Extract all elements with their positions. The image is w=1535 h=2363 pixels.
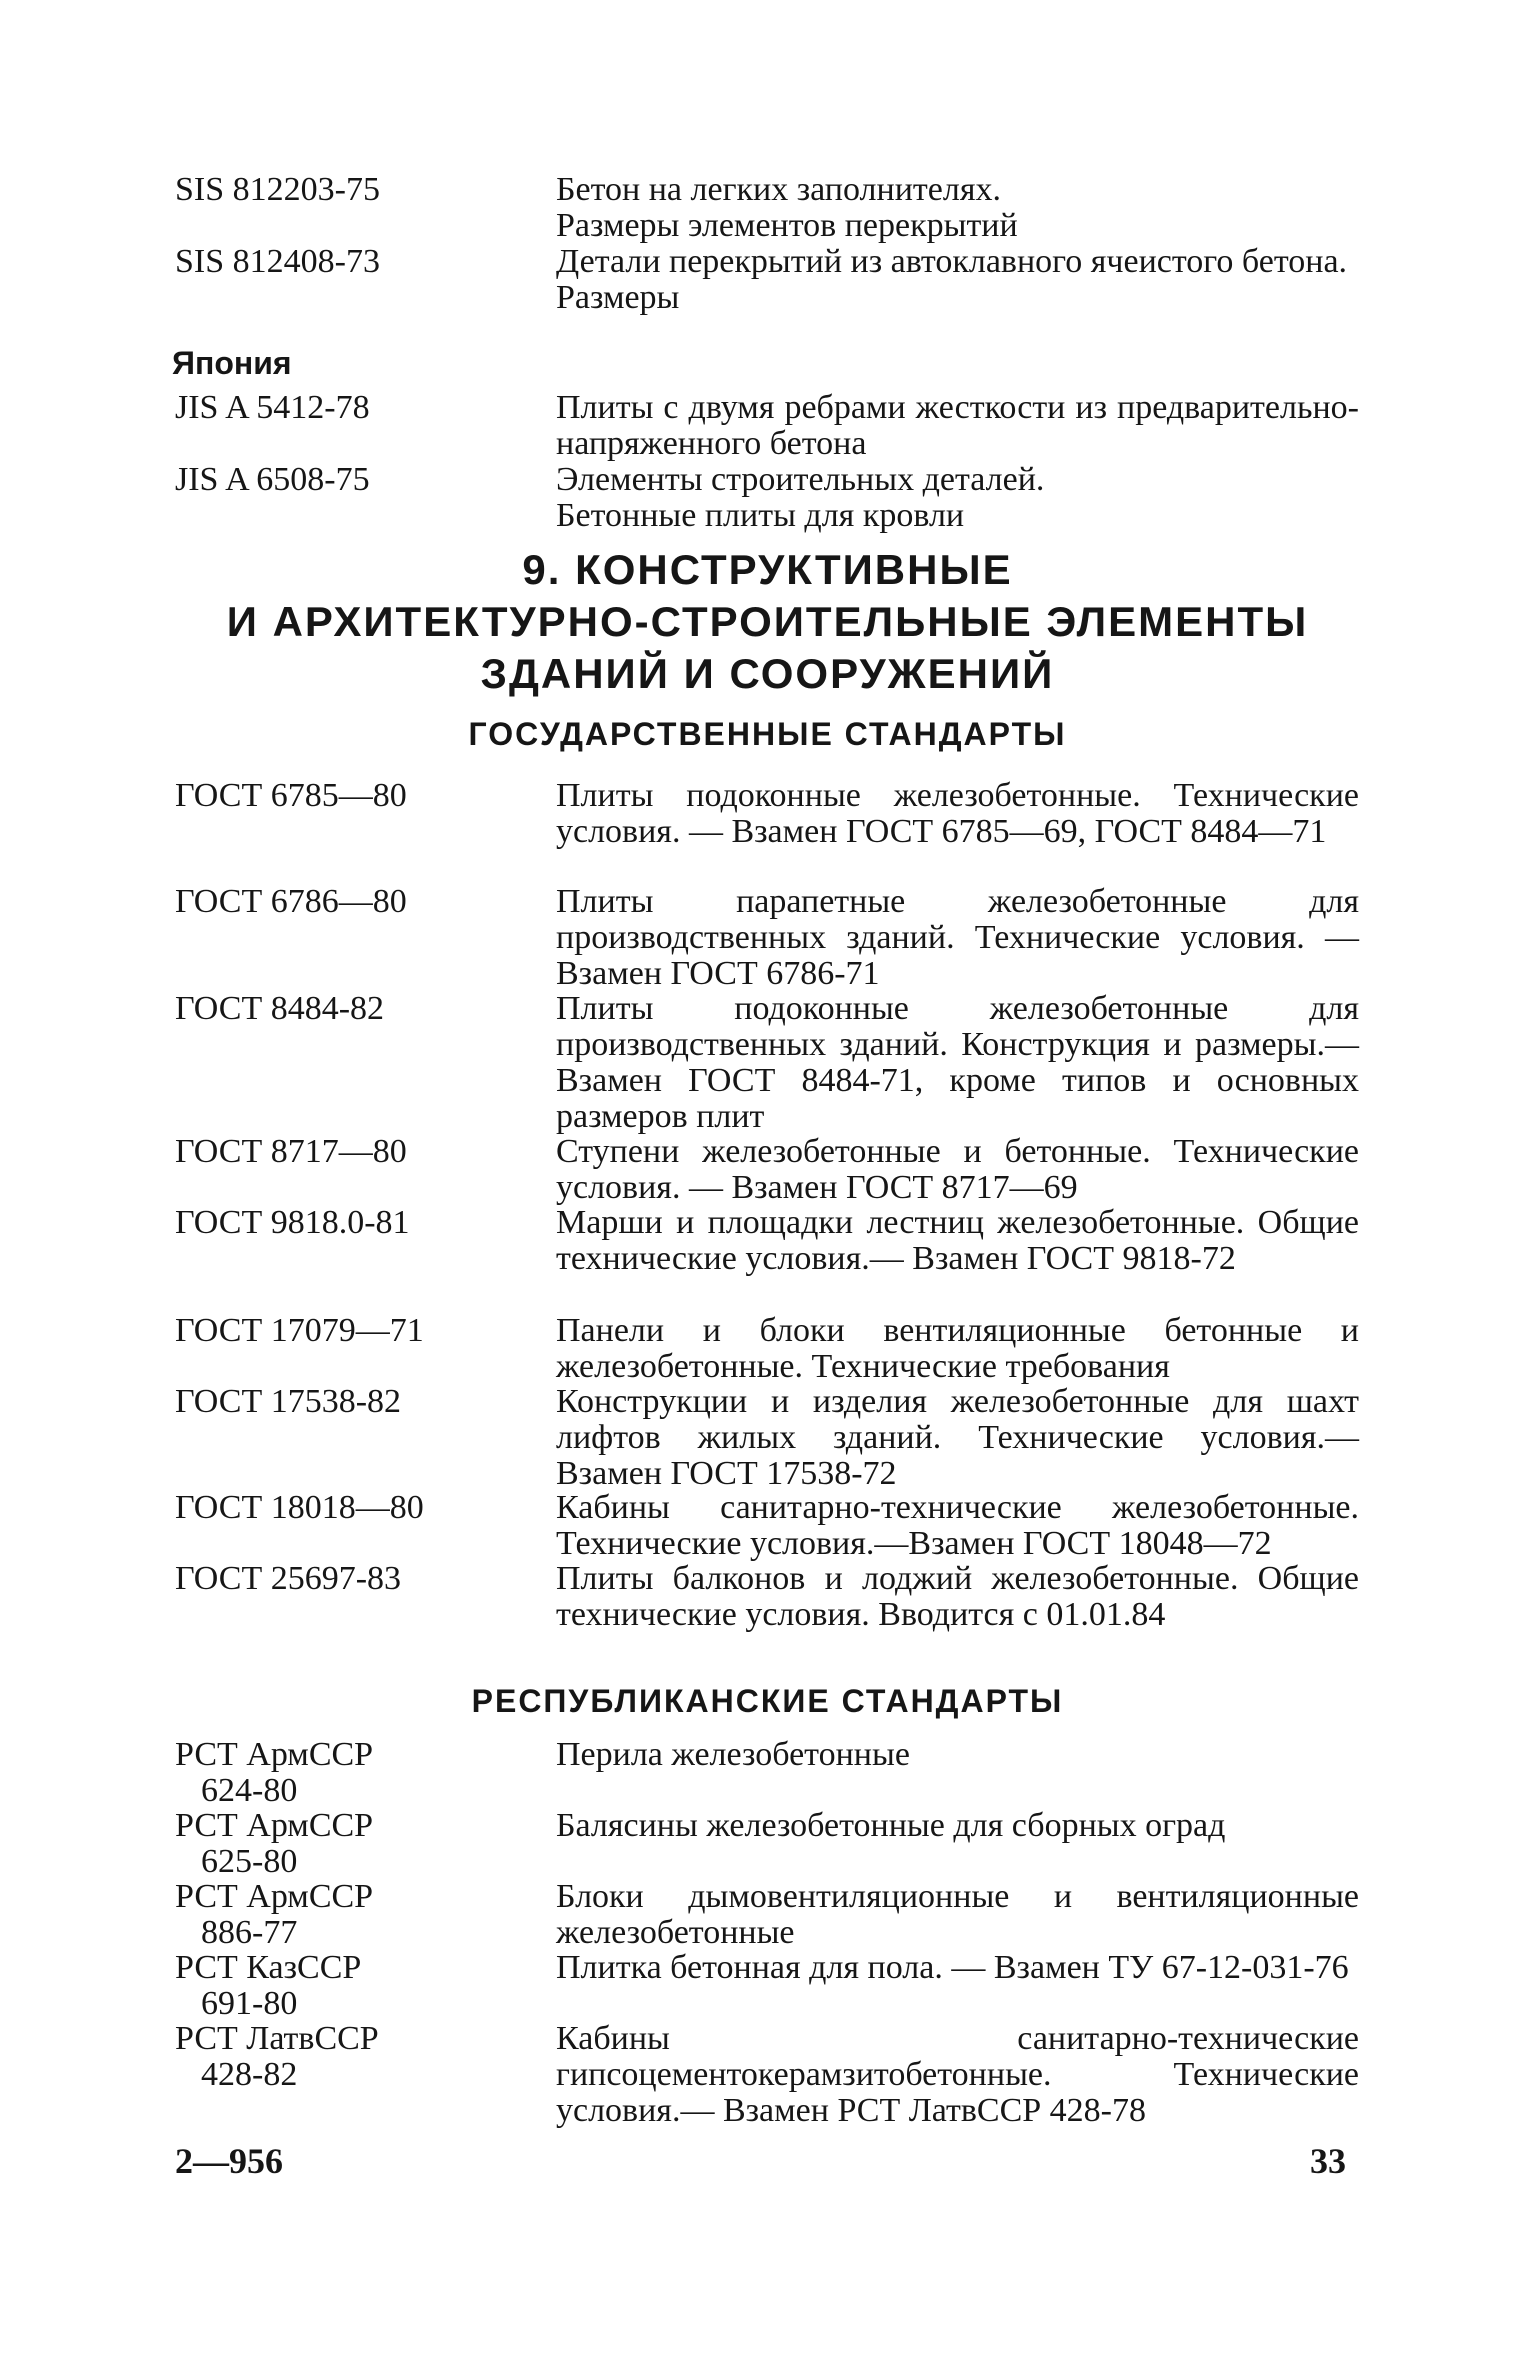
standard-code: ГОСТ 9818.0-81 [175, 1204, 410, 1241]
standard-code: ГОСТ 6786—80 [175, 883, 407, 920]
standard-description: Ступени железобетонные и бетонные. Технические условия. — Взамен ГОСТ 8717—69 [556, 1133, 1359, 1206]
section-title-line: И АРХИТЕКТУРНО-СТРОИТЕЛЬНЫЕ ЭЛЕМЕНТЫ [226, 598, 1309, 645]
standard-code: РСТ АрмССР 625-80 [175, 1807, 374, 1880]
standard-description: Плиты подоконные железобетонные. Технические условия. — Взамен ГОСТ 6785—69, ГОСТ 8484—71 [556, 777, 1359, 850]
standard-code: ГОСТ 8717—80 [175, 1133, 407, 1170]
standard-description: Блоки дымовентиляционные и вентиляционные железобетонные [556, 1878, 1359, 1951]
standard-code: ГОСТ 6785—80 [175, 777, 407, 814]
standard-code: ГОСТ 17079—71 [175, 1312, 424, 1349]
standard-description: Кабины санитарно-технические гипсоцементокерамзитобетонные. Технические условия.— Взамен РСТ ЛатвССР 428-78 [556, 2020, 1359, 2129]
standard-description: Панели и блоки вентиляционные бетонные и железобетонные. Технические требования [556, 1312, 1359, 1385]
page-number: 33 [1310, 2141, 1346, 2181]
standard-code: РСТ АрмССР 624-80 [175, 1736, 374, 1809]
standard-code: ГОСТ 25697-83 [175, 1560, 402, 1597]
standard-code: ГОСТ 8484-82 [175, 990, 385, 1027]
standard-code: РСТ КазССР 691-80 [175, 1949, 362, 2022]
republic-standards-heading: РЕСПУБЛИКАНСКИЕ СТАНДАРТЫ [471, 1683, 1064, 1719]
standard-description: Плиты парапетные железобетонные для производственных зданий. Технические условия. — Взамен ГОСТ 6786-71 [556, 883, 1359, 992]
standard-description: Плиты с двумя ребрами жесткости из предварительно-напряженного бетона [556, 389, 1359, 462]
standard-code: SIS 812408-73 [175, 243, 380, 280]
standard-code: РСТ АрмССР 886-77 [175, 1878, 374, 1951]
standard-description: Элементы строительных деталей. Бетонные плиты для кровли [556, 461, 1045, 534]
standard-description: Плиты подоконные железобетонные для производственных зданий. Конструкция и размеры.— Взамен ГОСТ 8484-71, кроме типов и основных размеров плит [556, 990, 1359, 1135]
standard-code: ГОСТ 18018—80 [175, 1489, 424, 1526]
section-title-line: ЗДАНИЙ И СООРУЖЕНИЙ [480, 650, 1055, 697]
standard-description: Детали перекрытий из автоклавного ячеистого бетона. Размеры [556, 243, 1348, 316]
standard-description: Марши и площадки лестниц железобетонные. Общие технические условия.— Взамен ГОСТ 9818-72 [556, 1204, 1359, 1277]
standard-code: JIS A 5412-78 [175, 389, 370, 426]
state-standards-heading: ГОСУДАРСТВЕННЫЕ СТАНДАРТЫ [468, 716, 1067, 752]
standard-code: РСТ ЛатвССР 428-82 [175, 2020, 379, 2093]
standard-code: JIS A 6508-75 [175, 461, 370, 498]
section-title-line: 9. КОНСТРУКТИВНЫЕ [522, 546, 1013, 593]
signature-mark: 2—956 [175, 2141, 283, 2181]
standard-description: Бетон на легких заполнителях. Размеры элементов перекрытий [556, 171, 1018, 244]
standard-description: Плиты балконов и лоджий железобетонные. Общие технические условия. Вводится с 01.01.84 [556, 1560, 1359, 1633]
standard-code: ГОСТ 17538-82 [175, 1383, 402, 1420]
standard-code: SIS 812203-75 [175, 171, 380, 208]
standard-description: Конструкции и изделия железобетонные для шахт лифтов жилых зданий. Технические условия.— Взамен ГОСТ 17538-72 [556, 1383, 1359, 1492]
standard-description: Кабины санитарно-технические железобетонные. Технические условия.—Взамен ГОСТ 18048—72 [556, 1489, 1359, 1562]
country-heading: Япония [172, 345, 292, 381]
standard-description: Балясины железобетонные для сборных оград [556, 1807, 1226, 1844]
standard-description: Перила железобетонные [556, 1736, 910, 1773]
standard-description: Плитка бетонная для пола. — Взамен ТУ 67-12-031-76 [556, 1949, 1349, 1986]
